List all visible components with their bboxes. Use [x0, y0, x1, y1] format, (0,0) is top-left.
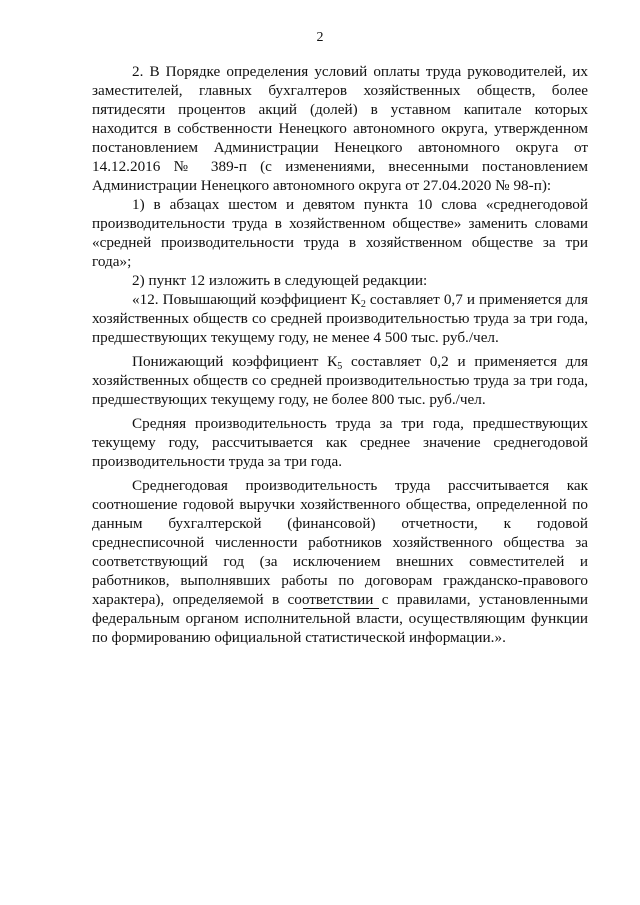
document-body	[92, 62, 588, 647]
end-of-text-rule	[303, 608, 379, 609]
paragraph-text: 1) в абзацах шестом и девятом пункта 10 слова «среднегодовой производительности труда в хозяйственном обществе» заменить словами «средней производительности труда в хозяйственном обществе за три года»;	[92, 196, 588, 270]
coefficient-subscript: 5	[337, 361, 343, 372]
paragraph-text: составляет 0,7 и применяется для хозяйственных обществ со средней производительностью труда за три года, предшествующих текущему году, не менее 4 500 тыс. руб./чел.	[92, 291, 588, 346]
paragraph-text: Среднегодовая производительность труда рассчитывается как соотношение годовой выручки хозяйственного общества, определенной по данным бухгалтерской (финансовой) отчетности, к годовой среднесписочной численности работников хозяйственного общества за соответствующий год (за исключением внешних совместителей и работников, выполнявших работы по договорам гражданско-правового характера), определяемой в соответствии с правилами, установленными федеральным органом исполнительной власти, осуществляющим функции по формированию официальной статистической информации.».	[92, 477, 588, 646]
paragraph-clause-12	[92, 290, 588, 347]
paragraph-text: составляет 0,2 и применяется для хозяйственных обществ со средней производительностью труда за три года, предшествующих текущему году, не более 800 тыс. руб./чел.	[92, 353, 588, 408]
paragraph-item-1	[92, 195, 588, 271]
coefficient-subscript: 2	[360, 299, 366, 310]
paragraph-text: Средняя производительность труда за три года, предшествующих текущему году, рассчитывается как среднее значение среднегодовой производительности труда за три года.	[92, 415, 588, 470]
paragraph-text: Понижающий коэффициент К	[132, 353, 338, 370]
paragraph-text: «12. Повышающий коэффициент К	[132, 291, 361, 308]
page-number: 2	[316, 30, 324, 45]
paragraph-reducing-coefficient	[92, 352, 588, 409]
paragraph-amendment-intro	[92, 62, 588, 195]
paragraph-text: 2) пункт 12 изложить в следующей редакции:	[132, 272, 428, 289]
paragraph-text: 2. В Порядке определения условий оплаты труда руководителей, их заместителей, главных бухгалтеров хозяйственных обществ, более пятидесяти процентов акций (долей) в уставном капитале которых находится в собственности Ненецкого автономного округа, утвержденном постановлением Администрации Ненецкого автономного округа от 14.12.2016 № 389-п (с изменениями, внесенными постановлением Администрации Ненецкого автономного округа от 27.04.2020 № 98-п):	[92, 63, 588, 194]
paragraph-average-productivity	[92, 414, 588, 471]
paragraph-annual-productivity	[92, 476, 588, 647]
paragraph-item-2	[92, 271, 588, 290]
